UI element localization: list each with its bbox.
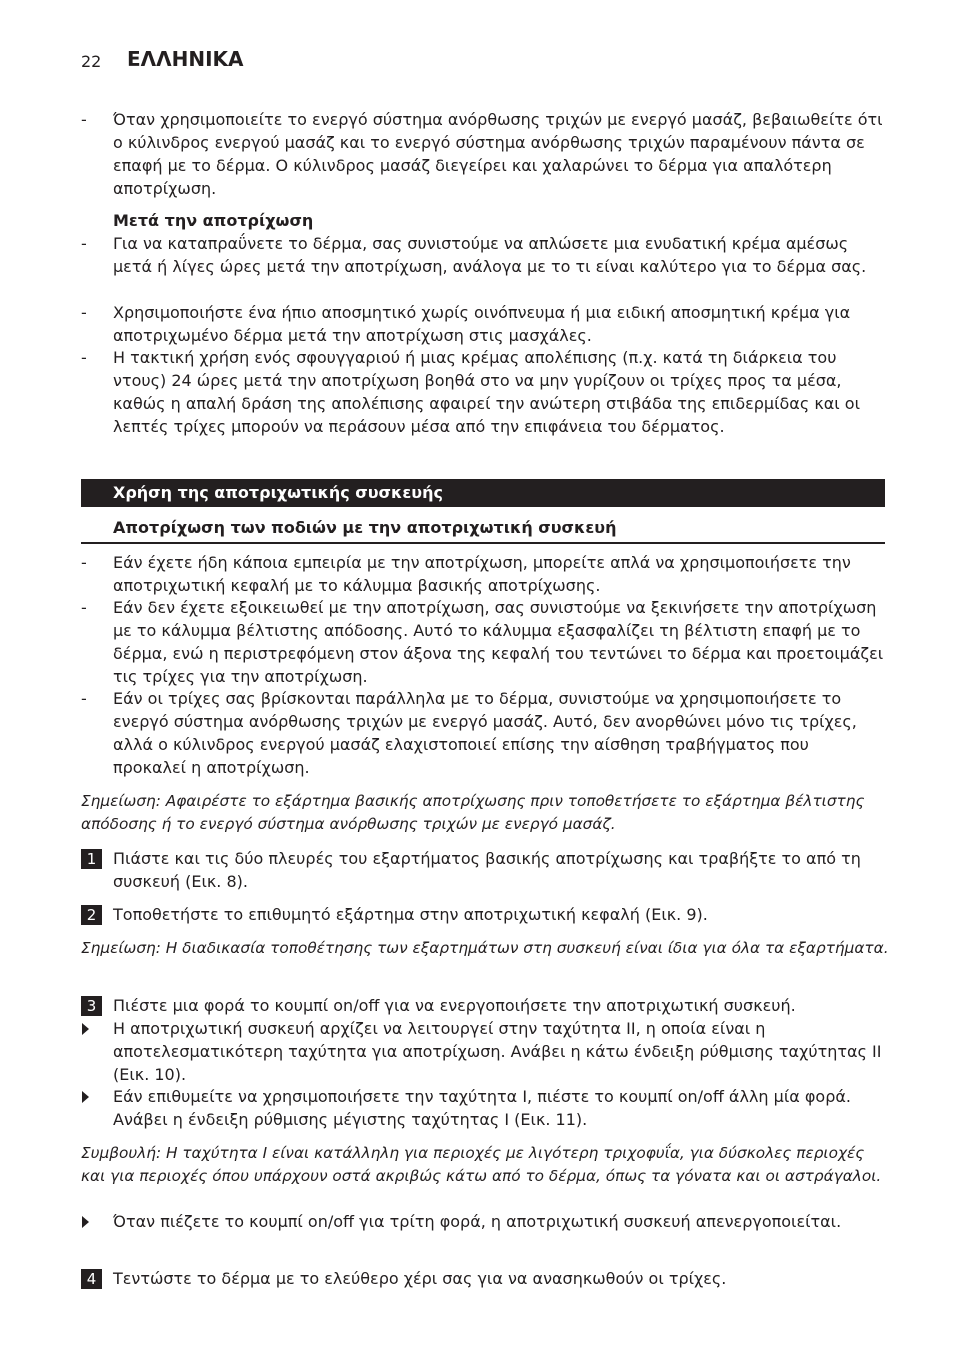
legs-item-text: Εάν οι τρίχες σας βρίσκονται παράλληλα με το δέρμα, συνιστούμε να χρησιμοποιήσετε το ενεργό σύστημα ανόρθωσης τριχών με ενεργό μασάζ. Αυτό, δεν ανορθώνει μόνο τις τρίχες, αλλά ο κύλινδρος ενεργού μασάζ ελαχιστοποιεί επίσης την αίσθηση τραβήγματος που προκαλεί η αποτρίχωση.	[113, 689, 857, 777]
after-item-text: Η τακτική χρήση ενός σφουγγαριού ή μιας κρέμας απολέπισης (π.χ. κατά τη διάρκεια του ντους) 24 ώρες μετά την αποτρίχωση βοηθά στο να μην γυρίζουν οι τρίχες προς τα μέσα, καθώς η απαλή δράση της απολέπισης αφαιρεί την ανώτερη στιβάδα της επιδερμίδας και οι λεπτές τρίχες μπορούν να περάσουν μέσα από την επιφάνεια του δέρματος.	[113, 348, 860, 436]
result-triangle-icon	[82, 1091, 89, 1103]
dash-marker: -	[81, 303, 87, 322]
after-item-text: Χρησιμοποιήστε ένα ήπιο αποσμητικό χωρίς οινόπνευμα ή μια ειδική αποσμητική κρέμα για αποτριχωμένο δέρμα μετά την αποτρίχωση στις μασχάλες.	[113, 303, 851, 345]
result-item	[81, 1085, 891, 1131]
legs-item	[81, 596, 885, 688]
legs-item	[81, 551, 885, 597]
after-item	[81, 346, 885, 438]
dash-marker: -	[81, 553, 87, 572]
step-text: Πιέστε μια φορά το κουμπί on/off για να ενεργοποιήσετε την αποτριχωτική συσκευή.	[113, 996, 796, 1015]
dash-marker: -	[81, 348, 87, 367]
step-text: Τοποθετήστε το επιθυμητό εξάρτημα στην αποτριχωτική κεφαλή (Εικ. 9).	[113, 905, 708, 924]
legs-item-text: Εάν έχετε ήδη κάποια εμπειρία με την αποτρίχωση, μπορείτε απλά να χρησιμοποιήσετε την αποτριχωτική κεφαλή με το κάλυμμα βασικής αποτρίχωσης.	[113, 553, 851, 595]
step-text: Πιάστε και τις δύο πλευρές του εξαρτήματος βασικής αποτρίχωσης και τραβήξτε το από τη συσκευή (Εικ. 8).	[113, 849, 861, 891]
result-text: Όταν πιέζετε το κουμπί on/off για τρίτη φορά, η αποτριχωτική συσκευή απενεργοποιείται.	[113, 1212, 842, 1231]
step-number-badge: 4	[81, 1269, 102, 1289]
result-text: Η αποτριχωτική συσκευή αρχίζει να λειτουργεί στην ταχύτητα II, η οποία είναι η αποτελεσματικότερη ταχύτητα για αποτρίχωση. Ανάβει η κάτω ένδειξη ρύθμισης ταχύτητας II (Εικ. 10).	[113, 1019, 882, 1084]
note-remove-attachment: Σημείωση: Αφαιρέστε το εξάρτημα βασικής αποτρίχωσης πριν τοποθετήσετε το εξάρτημα βέλτιστης απόδοσης ή το ενεργό σύστημα ανόρθωσης τριχών με ενεργό μασάζ.	[81, 792, 865, 833]
language-title: ΕΛΛΗΝΙΚΑ	[127, 47, 244, 71]
after-item-text: Για να καταπραΰνετε το δέρμα, σας συνιστούμε να απλώσετε μια ενυδατική κρέμα αμέσως μετά ή λίγες ώρες μετά την αποτρίχωση, ανάλογα με το τι είναι καλύτερο για το δέρμα σας.	[113, 234, 867, 276]
result-triangle-icon	[82, 1216, 89, 1228]
note-attachment-procedure: Σημείωση: Η διαδικασία τοποθέτησης των εξαρτημάτων στη συσκευή είναι ίδια για όλα τα εξαρτήματα.	[81, 939, 889, 957]
legs-item-text: Εάν δεν έχετε εξοικειωθεί με την αποτρίχωση, σας συνιστούμε να ξεκινήσετε την αποτρίχωση με το κάλυμμα βέλτιστης απόδοσης. Αυτό το κάλυμμα εξασφαλίζει τη βέλτιστη επαφή με το δέρμα, ενώ η περιστρεφόμενη στον άξονα της κεφαλή του τεντώνει το δέρμα και προετοιμάζει τις τρίχες για την αποτρίχωση.	[113, 598, 884, 686]
tip-speed: Συμβουλή: Η ταχύτητα I είναι κατάλληλη για περιοχές με λιγότερη τριχοφυΐα, για δύσκολες περιοχές και για περιοχές όπου υπάρχουν οστά ακριβώς κάτω από το δέρμα, όπως τα γόνατα και οι αστράγαλοι.	[81, 1144, 882, 1185]
dash-marker: -	[81, 234, 87, 253]
step-3	[81, 994, 891, 1017]
page-number: 22	[81, 52, 102, 71]
dash-marker: -	[81, 689, 87, 708]
page-header	[81, 47, 481, 77]
dash-marker: -	[81, 598, 87, 617]
section-heading-bar	[81, 479, 885, 507]
intro-text: Όταν χρησιμοποιείτε το ενεργό σύστημα ανόρθωσης τριχών με ενεργό μασάζ, βεβαιωθείτε ότι ο κύλινδρος ενεργού μασάζ και το ενεργό σύστημα ανόρθωσης τριχών παραμένουν πάντα σε επαφή με το δέρμα. Ο κύλινδρος μασάζ διεγείρει και χαλαρώνει το δέρμα για απαλότερη αποτρίχωση.	[113, 110, 883, 198]
after-item	[81, 301, 885, 347]
subsection-title: Αποτρίχωση των ποδιών με την αποτριχωτική συσκευή	[113, 518, 617, 537]
result-text: Εάν επιθυμείτε να χρησιμοποιήσετε την ταχύτητα I, πιέστε το κουμπί on/off άλλη μία φορά. Ανάβει η ένδειξη ρύθμισης μέγιστης ταχύτητας I (Εικ. 11).	[113, 1087, 851, 1129]
step-number-badge: 1	[81, 849, 102, 869]
result-triangle-icon	[82, 1023, 89, 1035]
intro-dash-item	[81, 108, 885, 200]
legs-item	[81, 687, 885, 779]
result-item	[81, 1210, 891, 1233]
dash-marker: -	[81, 110, 87, 129]
step-text: Τεντώστε το δέρμα με το ελεύθερο χέρι σας για να ανασηκωθούν οι τρίχες.	[113, 1269, 727, 1288]
section-title: Χρήση της αποτριχωτικής συσκευής	[113, 483, 443, 502]
step-1	[81, 847, 891, 893]
after-heading: Μετά την αποτρίχωση	[113, 211, 314, 230]
after-item	[81, 232, 885, 278]
step-4	[81, 1267, 891, 1290]
step-number-badge: 2	[81, 905, 102, 925]
subsection-heading	[81, 516, 885, 544]
result-item	[81, 1017, 891, 1086]
step-number-badge: 3	[81, 996, 102, 1016]
step-2	[81, 903, 891, 926]
